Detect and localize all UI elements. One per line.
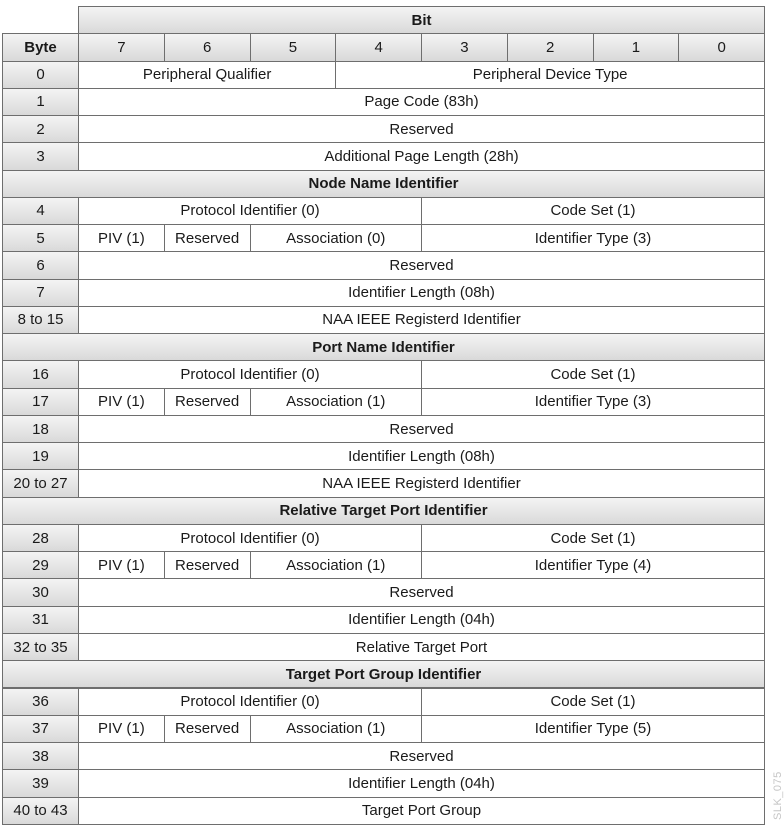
byte-offset: 2 xyxy=(2,115,79,143)
byte-offset: 38 xyxy=(2,742,79,770)
byte-offset: 40 to 43 xyxy=(2,797,79,825)
byte-offset: 1 xyxy=(2,88,79,116)
bit-number-1: 1 xyxy=(593,33,680,61)
field-cell: Protocol Identifier (0) xyxy=(78,197,422,225)
field-cell: PIV (1) xyxy=(78,715,165,743)
field-cell: PIV (1) xyxy=(78,224,165,252)
byte-offset: 17 xyxy=(2,388,79,416)
field-cell: Association (1) xyxy=(250,551,423,579)
field-cell: Page Code (83h) xyxy=(78,88,765,116)
field-cell: Association (1) xyxy=(250,715,423,743)
byte-offset: 20 to 27 xyxy=(2,469,79,497)
field-cell: Relative Target Port xyxy=(78,633,765,661)
byte-offset: 31 xyxy=(2,606,79,634)
byte-offset: 3 xyxy=(2,142,79,170)
field-cell: Protocol Identifier (0) xyxy=(78,688,422,716)
field-cell: Identifier Type (3) xyxy=(421,388,765,416)
field-cell: Association (0) xyxy=(250,224,423,252)
byte-offset: 6 xyxy=(2,251,79,279)
field-cell: Reserved xyxy=(78,251,765,279)
byte-offset: 29 xyxy=(2,551,79,579)
field-cell: Code Set (1) xyxy=(421,197,765,225)
field-cell: Reserved xyxy=(78,578,765,606)
bit-number-4: 4 xyxy=(335,33,422,61)
byte-offset: 5 xyxy=(2,224,79,252)
field-cell: Association (1) xyxy=(250,388,423,416)
field-cell: Identifier Type (4) xyxy=(421,551,765,579)
field-cell: Reserved xyxy=(164,715,251,743)
bit-number-3: 3 xyxy=(421,33,508,61)
section-header: Port Name Identifier xyxy=(2,333,765,361)
bit-number-6: 6 xyxy=(164,33,251,61)
byte-offset: 39 xyxy=(2,769,79,797)
bit-number-2: 2 xyxy=(507,33,594,61)
field-cell: Protocol Identifier (0) xyxy=(78,360,422,388)
byte-offset: 7 xyxy=(2,279,79,307)
field-cell: Reserved xyxy=(164,388,251,416)
byte-offset: 16 xyxy=(2,360,79,388)
byte-offset: 32 to 35 xyxy=(2,633,79,661)
field-cell: Peripheral Qualifier xyxy=(78,61,336,89)
byte-offset: 4 xyxy=(2,197,79,225)
byte-column-header: Byte xyxy=(2,33,79,61)
figure-id-watermark: SLK_075 xyxy=(772,771,784,820)
field-cell: Code Set (1) xyxy=(421,688,765,716)
field-cell: Reserved xyxy=(78,415,765,443)
field-cell: Target Port Group xyxy=(78,797,765,825)
byte-offset: 8 to 15 xyxy=(2,306,79,334)
field-cell: Peripheral Device Type xyxy=(335,61,765,89)
byte-offset: 37 xyxy=(2,715,79,743)
field-cell: Reserved xyxy=(164,551,251,579)
field-cell: PIV (1) xyxy=(78,388,165,416)
field-cell: Identifier Length (08h) xyxy=(78,279,765,307)
field-cell: Reserved xyxy=(164,224,251,252)
field-cell: Additional Page Length (28h) xyxy=(78,142,765,170)
section-header: Relative Target Port Identifier xyxy=(2,497,765,525)
field-cell: Reserved xyxy=(78,742,765,770)
field-cell: Identifier Type (3) xyxy=(421,224,765,252)
field-cell: Identifier Length (04h) xyxy=(78,606,765,634)
bit-number-7: 7 xyxy=(78,33,165,61)
vpd-page-table xyxy=(2,6,765,824)
byte-offset: 19 xyxy=(2,442,79,470)
section-header: Node Name Identifier xyxy=(2,170,765,198)
field-cell: NAA IEEE Registerd Identifier xyxy=(78,306,765,334)
byte-offset: 28 xyxy=(2,524,79,552)
section-header: Target Port Group Identifier xyxy=(2,660,765,688)
field-cell: Code Set (1) xyxy=(421,524,765,552)
field-cell: Reserved xyxy=(78,115,765,143)
field-cell: PIV (1) xyxy=(78,551,165,579)
bit-header: Bit xyxy=(78,6,765,34)
field-cell: Identifier Length (08h) xyxy=(78,442,765,470)
byte-offset: 0 xyxy=(2,61,79,89)
field-cell: NAA IEEE Registerd Identifier xyxy=(78,469,765,497)
byte-offset: 18 xyxy=(2,415,79,443)
field-cell: Code Set (1) xyxy=(421,360,765,388)
byte-offset: 36 xyxy=(2,688,79,716)
field-cell: Identifier Length (04h) xyxy=(78,769,765,797)
field-cell: Identifier Type (5) xyxy=(421,715,765,743)
byte-offset: 30 xyxy=(2,578,79,606)
bit-number-5: 5 xyxy=(250,33,337,61)
bit-number-0: 0 xyxy=(678,33,765,61)
field-cell: Protocol Identifier (0) xyxy=(78,524,422,552)
